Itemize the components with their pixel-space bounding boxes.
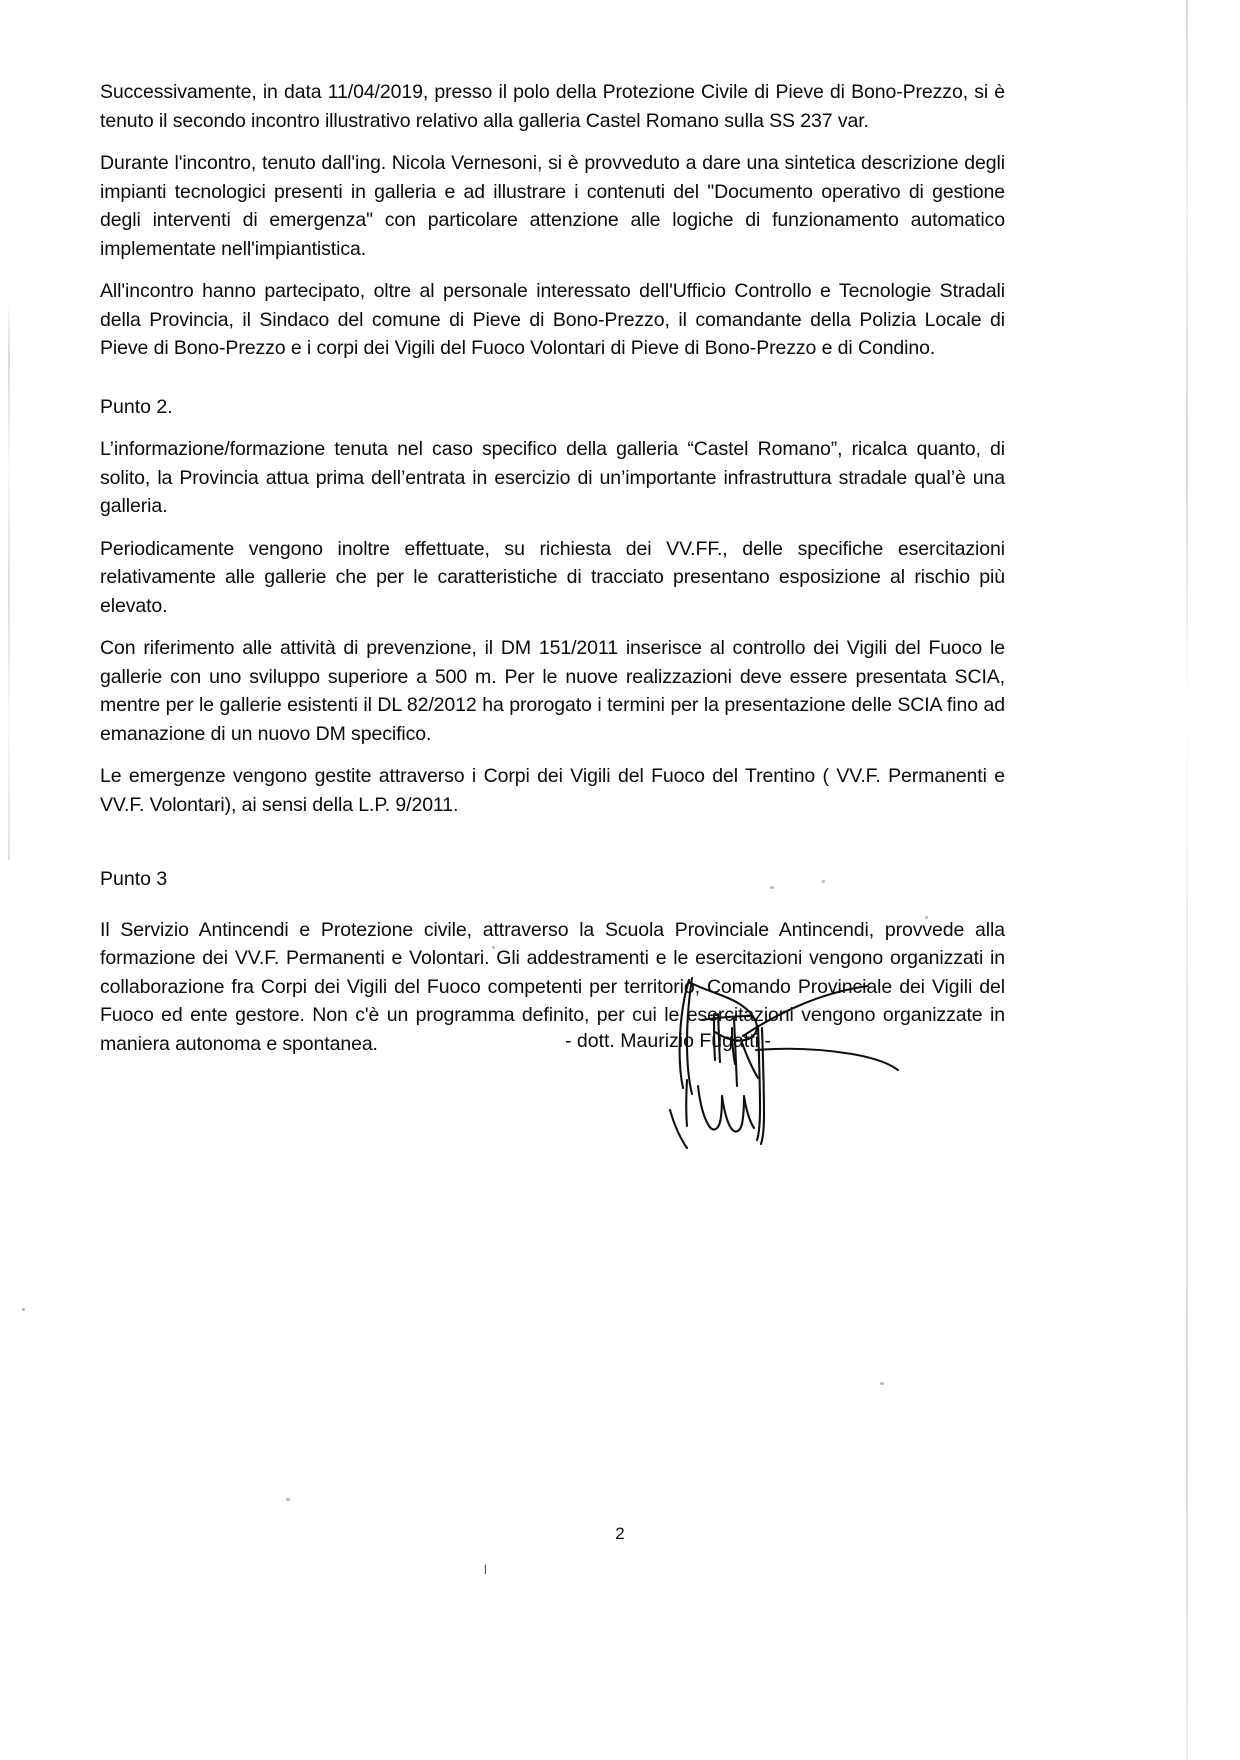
paragraph-durante-incontro: Durante l'incontro, tenuto dall'ing. Nicola Vernesoni, si è provveduto a dare una sintetica descrizione degli impianti tecnologici presenti in galleria e ad illustrare i contenuti del "Documento operativo di gestione degli interventi di emergenza" con particolare attenzione alle logiche di funzionamento automatico implementate nell'impiantistica. xyxy=(100,152,1005,260)
heading-punto-2: Punto 2. xyxy=(100,395,173,418)
paragraph-servizio-antincendi: Il Servizio Antincendi e Protezione civile, attraverso la Scuola Provinciale Antincendi, provvede alla formazione dei VV.F. Permanenti e Volontari. Gli addestramenti e le esercitazioni vengono organizzati in collaborazione fra Corpi dei Vigili del Fuoco competenti per territorio, Comando Provinciale dei Vigili del Fuoco ed ente gestore. Non c'è un programma definito, per cui le esercitazioni vengono organizzate in maniera autonoma e spontanea. xyxy=(100,918,1005,1055)
scan-edge-artifact-right xyxy=(1186,0,1188,1760)
paragraph-informazione-formazione: L’informazione/formazione tenuta nel caso specifico della galleria “Castel Romano”, ricalca quanto, di solito, la Provincia attua prima dell’entrata in esercizio di un’importante infrastruttura stradale qual’è una galleria. xyxy=(100,438,1005,517)
handwritten-signature-icon xyxy=(640,958,940,1158)
heading-punto-3: Punto 3 xyxy=(100,868,168,890)
scan-speck xyxy=(22,1308,25,1311)
paragraph-allincontro-partecipato: All'incontro hanno partecipato, oltre al personale interessato dell'Ufficio Controllo e Tecnologie Stradali della Provincia, il Sindaco del comune di Pieve di Bono-Prezzo, il comandante della Polizia Locale di Pieve di Bono-Prezzo e i corpi dei Vigili del Fuoco Volontari di Pieve di Bono-Prezzo e di Condino. xyxy=(100,280,1005,359)
paragraph-periodicamente: Periodicamente vengono inoltre effettuate, su richiesta dei VV.FF., delle specifiche esercitazioni relativamente alle gallerie che per le caratteristiche di tracciato presentano esposizione al rischio più elevato. xyxy=(100,537,1005,617)
footer-scan-mark: l xyxy=(484,1562,487,1577)
document-body xyxy=(100,78,1005,1058)
scan-speck xyxy=(880,1382,884,1385)
spacer xyxy=(100,908,1005,916)
page-number: 2 xyxy=(615,1524,625,1543)
signatory-name: - dott. Maurizio Fugatti - xyxy=(565,1030,771,1052)
signature-block xyxy=(100,1000,1005,1160)
spacer xyxy=(100,833,1005,865)
scan-speck xyxy=(286,1498,290,1501)
paragraph-successivamente: Successivamente, in data 11/04/2019, presso il polo della Protezione Civile di Pieve di Bono-Prezzo, si è tenuto il secondo incontro illustrativo relativo alla galleria Castel Romano sulla SS 237 var. xyxy=(100,81,1005,132)
scan-edge-artifact-left xyxy=(8,300,10,860)
paragraph-con-riferimento: Con riferimento alle attività di prevenzione, il DM 151/2011 inserisce al controllo dei Vigili del Fuoco le gallerie con uno sviluppo superiore a 500 m. Per le nuove realizzazioni deve essere presentata SCIA, mentre per le gallerie esistenti il DL 82/2012 ha prorogato i termini per la presentazione delle SCIA fino ad emanazione di un nuovo DM specifico. xyxy=(100,637,1005,745)
spacer xyxy=(100,377,1005,393)
paragraph-le-emergenze: Le emergenze vengono gestite attraverso i Corpi dei Vigili del Fuoco del Trentino ( VV.F. Permanenti e VV.F. Volontari), ai sensi della L.P. 9/2011. xyxy=(100,765,1005,816)
